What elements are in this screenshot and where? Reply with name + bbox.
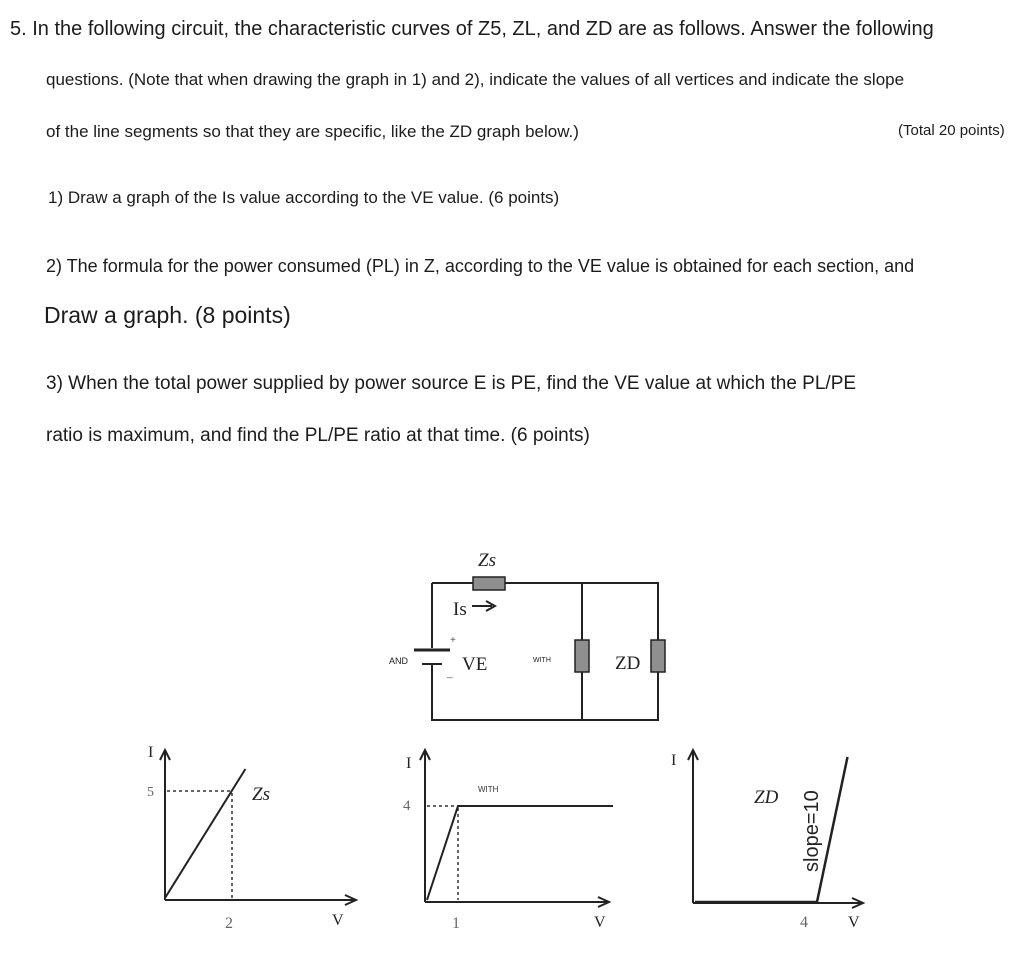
zs-curve <box>165 769 245 898</box>
zs-series-label: Zs <box>252 784 270 805</box>
part-3-text-end: ratio is maximum, and find the PL/PE ratio at that time. (6 points) <box>46 425 590 446</box>
circuit-diagram <box>380 540 680 730</box>
total-points: (Total 20 points) <box>898 122 1005 139</box>
ve-label: VE <box>462 654 488 675</box>
current-arrow-icon <box>472 601 495 611</box>
zl-graph <box>390 735 620 940</box>
question-note-line-end: of the line segments so that they are specific, like the ZD graph below.) <box>46 122 579 141</box>
zs-x-axis-label: V <box>332 912 344 929</box>
part-1-text: 1) Draw a graph of the Is value according to the VE value. (6 points) <box>48 188 560 207</box>
zl-resistor <box>575 640 589 672</box>
source-label: AND <box>389 656 409 666</box>
zd-series-label: ZD <box>754 787 779 808</box>
zs-resistor <box>473 577 505 590</box>
zl-curve <box>427 806 613 900</box>
part-2-text-end: Draw a graph. (8 points) <box>44 302 291 328</box>
question-note-line: questions. (Note that when drawing the graph in 1) and 2), indicate the values of all vertices and indicate the slope <box>46 70 905 89</box>
zd-curve <box>695 757 848 902</box>
zd-slope-annotation: slope=10 <box>801 790 823 872</box>
zl-y-tick: 4 <box>403 798 411 814</box>
zl-y-axis-label: I <box>406 755 412 772</box>
zs-y-axis-label: I <box>148 744 154 761</box>
zd-x-tick: 4 <box>800 914 808 931</box>
zd-label: ZD <box>615 653 641 674</box>
zd-graph <box>660 735 880 940</box>
zs-y-tick: 5 <box>147 785 154 800</box>
plus-sign: + <box>450 635 456 646</box>
zd-resistor <box>651 640 665 672</box>
zl-label: WITH <box>533 657 551 664</box>
part-3-text: 3) When the total power supplied by power source E is PE, find the VE value at which the PL/PE <box>46 373 857 394</box>
zl-x-tick: 1 <box>452 915 460 932</box>
zl-series-label: WITH <box>478 785 499 794</box>
zd-x-axis-label: V <box>848 914 860 931</box>
minus-sign: _ <box>447 668 453 679</box>
zs-x-tick: 2 <box>225 915 233 932</box>
part-2-text: 2) The formula for the power consumed (PL) in Z, according to the VE value is obtained for each section, and <box>46 256 915 276</box>
zs-label: Zs <box>478 550 496 571</box>
zs-graph <box>140 735 360 940</box>
question-title: 5. In the following circuit, the characteristic curves of Z5, ZL, and ZD are as follows. Answer the following <box>10 18 934 40</box>
zl-x-axis-label: V <box>594 914 606 931</box>
zd-y-axis-label: I <box>671 752 677 769</box>
is-label: Is <box>453 599 467 620</box>
